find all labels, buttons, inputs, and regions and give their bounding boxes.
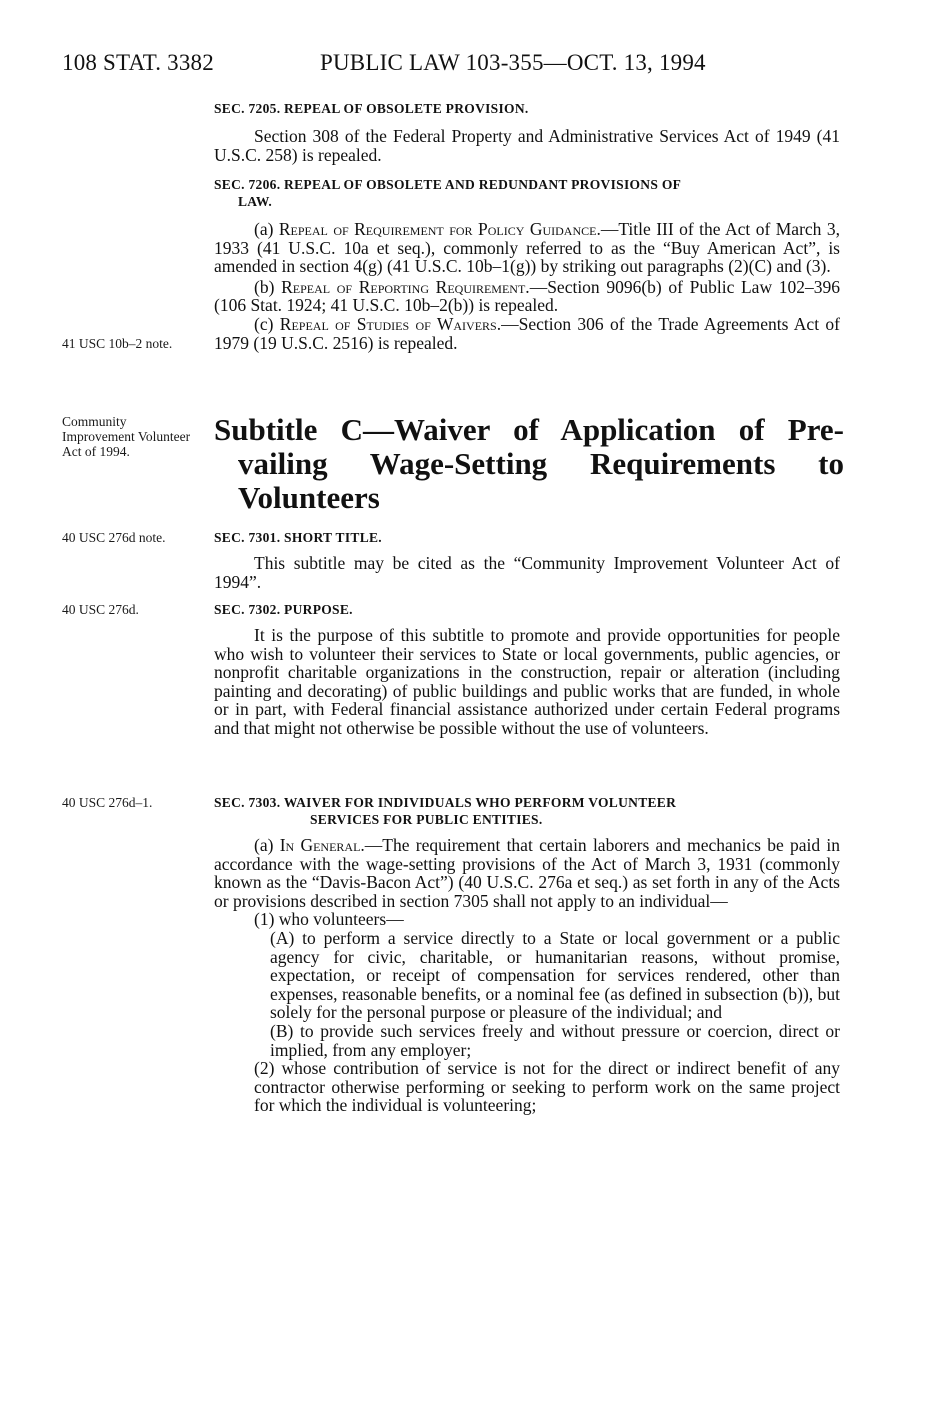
subsection-title: In General. [279, 835, 365, 855]
section-7303 [214, 794, 840, 1115]
paragraph-a: (A) to perform a service directly to a State or local government or a public agency for civic, charitable, or humanitarian reasons, without promise, expectation, or receipt of compensation for services rendered, other than expenses, reasonable benefits, or a nominal fee (as defined in subsection (b)), but solely for the personal purpose or pleasure of the individual; and [270, 927, 840, 1023]
paragraph-2-wrap [214, 1059, 840, 1115]
subtitle-line3: Volunteers [238, 480, 380, 515]
subsection-label: (a) [254, 835, 280, 855]
section-heading-line1: SEC. 7303. WAIVER FOR INDIVIDUALS WHO PERFORM VOLUNTEER [214, 795, 677, 810]
subtitle-line2: vailing Wage-Setting Requirements to [238, 446, 844, 481]
section-heading-line2: SERVICES FOR PUBLIC ENTITIES. [310, 812, 543, 827]
paragraph-a-wrap [214, 929, 840, 1059]
subsection-label: (c) [254, 313, 280, 334]
subsection-label: (b) [254, 276, 282, 297]
section-heading: SEC. 7301. SHORT TITLE. [214, 530, 382, 545]
section-7206 [214, 176, 840, 352]
subsection-title: Repeal of Requirement for Policy Guidance. [278, 219, 601, 239]
subsection-text: —Section 306 of the Trade Agreements Act of 1979 (19 U.S.C. 2516) is repealed. [214, 313, 840, 353]
paragraph-1: (1) who volunteers— [254, 909, 404, 930]
section-heading-line2: LAW. [238, 194, 273, 209]
section-heading: SEC. 7205. REPEAL OF OBSOLETE PROVISION. [214, 101, 529, 116]
paragraph-b: (B) to provide such services freely and without pressure or coercion, direct or implied, from any employer; [270, 1020, 840, 1060]
subtitle-heading [214, 413, 844, 515]
subsection-title: Repeal of Reporting Requirement. [281, 276, 530, 297]
subsection-label: (a) [254, 219, 279, 239]
section-7302 [214, 601, 840, 738]
section-text: It is the purpose of this subtitle to promote and provide opportunities for people who wish to volunteer their services to State or local governments, public agencies, or nonprofit charitable organizations in the construction, repair or alteration (including painting and decorating) of public buildings and public works that are funded, in whole or in part, with Federal financial assistance authorized under certain Federal programs and that might not otherwise be possible without the use of volunteers. [214, 625, 840, 738]
subsection-c [214, 315, 840, 352]
section-text: Section 308 of the Federal Property and Administrative Services Act of 1949 (41 U.S.C. 258) is repealed. [214, 126, 840, 165]
paragraph-1-wrap [214, 910, 840, 929]
margin-note-40-usc-276d-note: 40 USC 276d note. [62, 530, 166, 545]
section-text: This subtitle may be cited as the “Community Improvement Volunteer Act of 1994”. [214, 553, 840, 592]
statute-page-number: 108 STAT. 3382 [62, 50, 214, 75]
margin-note-community-improvement: Community Improvement Volunteer Act of 1994. [62, 414, 191, 459]
subsection-text: —The requirement that certain laborers and mechanics be paid in accordance with the wage-setting provisions of the Act of March 3, 1931 (commonly known as the “Davis-Bacon Act”) (40 U.S.C. 276a et seq.) as set forth in any of the Acts or provisions described in section 7305 shall not apply to an individual— [214, 835, 840, 911]
subsection-b [214, 278, 840, 315]
section-heading: SEC. 7302. PURPOSE. [214, 602, 353, 617]
subsection-text: —Title III of the Act of March 3, 1933 (41 U.S.C. 10a et seq.), commonly referred to as the “Buy American Act”, is amended in section 4(g) (41 U.S.C. 10b–1(g)) by striking out paragraphs (2)(C) and (3). [214, 219, 840, 277]
subsection-a [214, 220, 840, 276]
section-7301 [214, 529, 840, 591]
subsection-text: —Section 9096(b) of Public Law 102–396 (106 Stat. 1924; 41 U.S.C. 10b–2(b)) is repealed. [214, 276, 840, 316]
subsection-a [214, 836, 840, 910]
margin-note-40-usc-276d: 40 USC 276d. [62, 602, 139, 617]
section-7205 [214, 100, 840, 164]
subsection-title: Repeal of Studies of Waivers. [279, 313, 502, 334]
margin-note-41-usc-10b-2: 41 USC 10b–2 note. [62, 336, 173, 351]
subtitle-line1: Subtitle C—Waiver of Application of Pre- [214, 412, 844, 447]
public-law-citation: PUBLIC LAW 103-355—OCT. 13, 1994 [320, 50, 706, 75]
margin-note-40-usc-276d-1: 40 USC 276d–1. [62, 795, 153, 810]
paragraph-2: (2) whose contribution of service is not for the direct or indirect benefit of any contractor otherwise performing or seeking to perform work on the same project for which the individual is volunteering; [254, 1058, 840, 1116]
section-heading-line1: SEC. 7206. REPEAL OF OBSOLETE AND REDUNDANT PROVISIONS OF [214, 177, 682, 192]
